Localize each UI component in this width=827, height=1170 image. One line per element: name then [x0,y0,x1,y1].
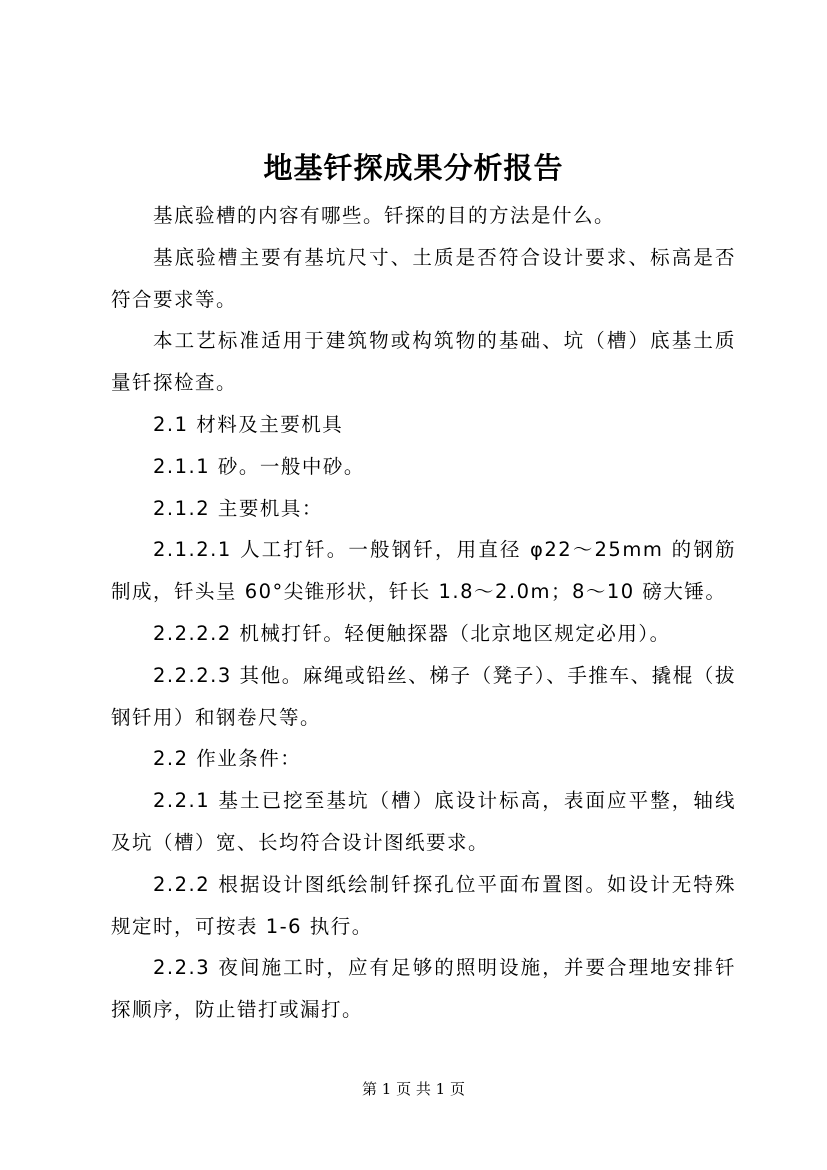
paragraph: 2.1.2 主要机具： [153,496,323,520]
paragraph: 2.1.1 砂。一般中砂。 [153,454,365,478]
paragraph: 基底验槽的内容有哪些。钎探的目的方法是什么。 [153,204,616,227]
paragraph: 2.2.2.2 机械打钎。轻便触探器（北京地区规定必用）。 [153,621,671,645]
paragraph: 基底验槽主要有基坑尺寸、土质是否符合设计要求、标高是否符合要求等。 [111,245,736,311]
document-body [111,195,736,1031]
paragraph: 2.2.3 夜间施工时，应有足够的照明设施，并要合理地安排钎探顺序，防止错打或漏打。 [111,956,736,1022]
document-title: 地基钎探成果分析报告 [263,151,564,185]
section-heading: 2.1 材料及主要机具 [153,412,344,436]
paragraph: 2.1.2.1 人工打钎。一般钢钎，用直径 φ22～25mm 的钢筋制成，钎头呈 60°尖锥形状，钎长 1.8～2.0m；8～10 磅大锤。 [111,538,736,604]
paragraph: 2.2.1 基土已挖至基坑（槽）底设计标高，表面应平整，轴线及坑（槽）宽、长均符合设计图纸要求。 [111,789,736,854]
section-heading: 2.2 作业条件： [153,747,302,771]
page-number-footer: 第 1 页 共 1 页 [362,1080,465,1098]
paragraph: 2.2.2.3 其他。麻绳或铅丝、梯子（凳子）、手推车、撬棍（拔钢钎用）和钢卷尺等。 [111,663,736,729]
paragraph: 本工艺标准适用于建筑物或构筑物的基础、坑（槽）底基土质量钎探检查。 [111,329,736,395]
paragraph: 2.2.2 根据设计图纸绘制钎探孔位平面布置图。如设计无特殊规定时，可按表 1-6 执行。 [111,872,736,938]
